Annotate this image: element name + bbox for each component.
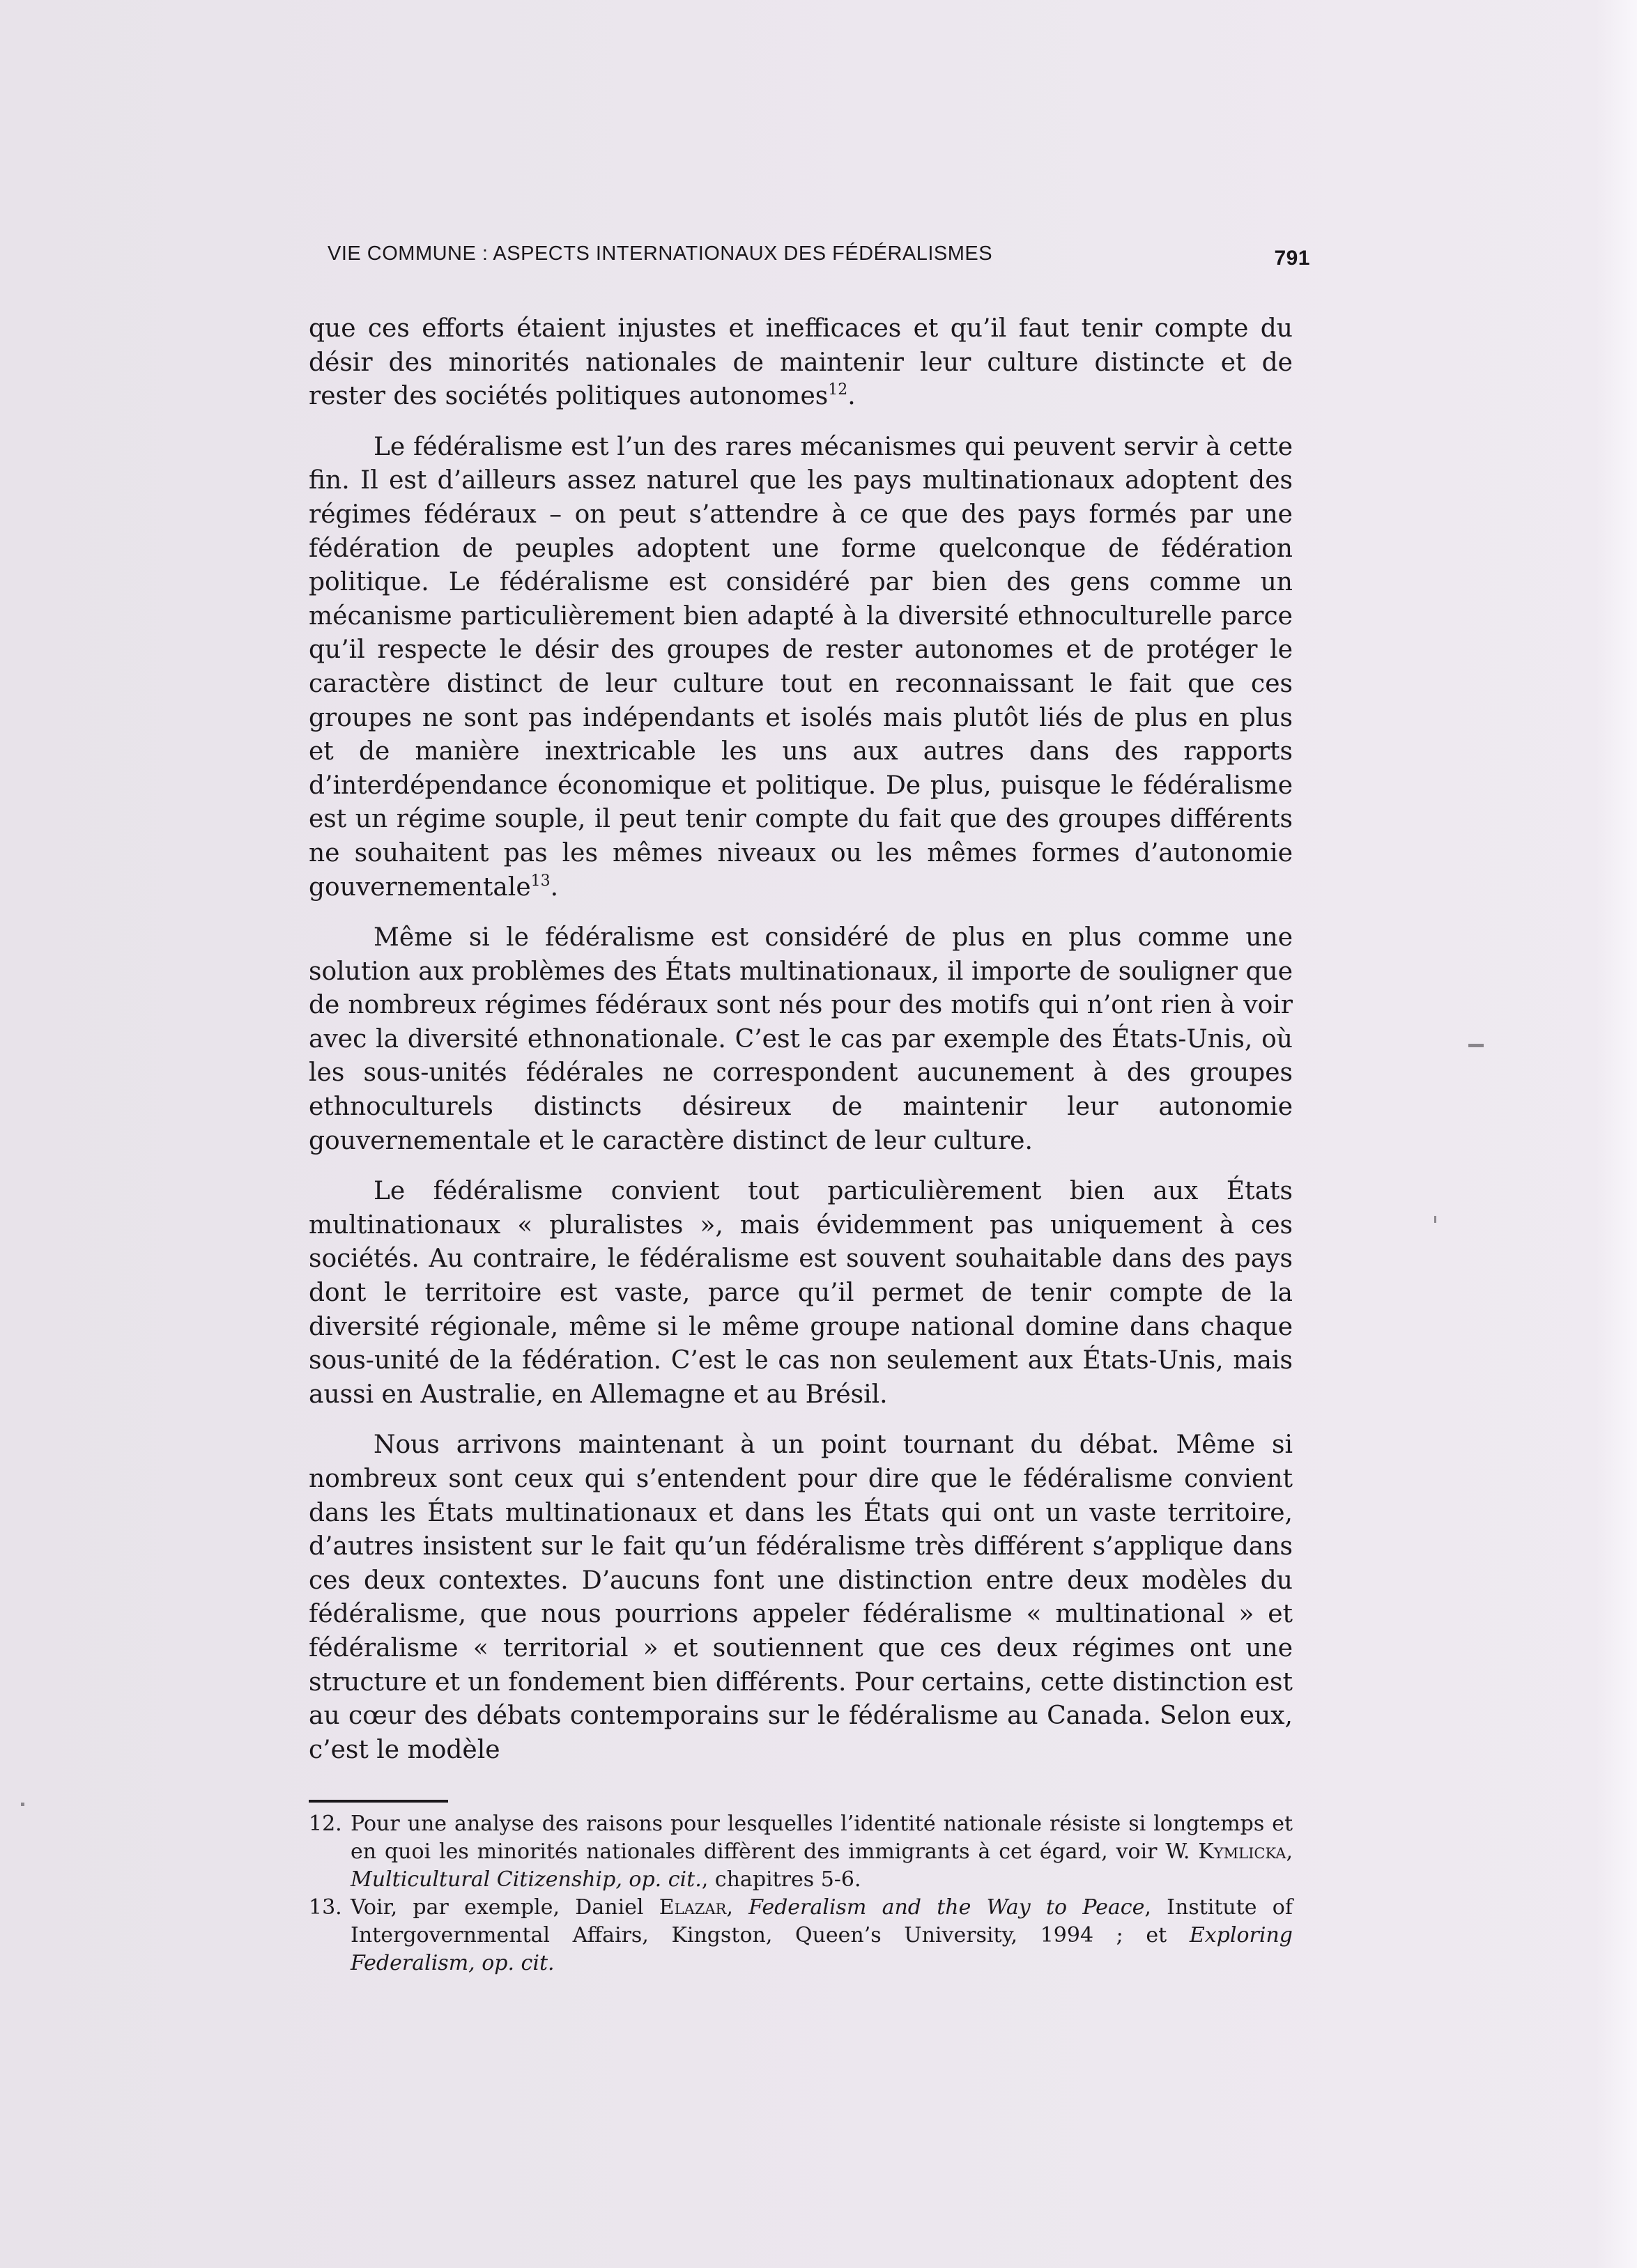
footnote-number: 12. xyxy=(309,1812,342,1836)
footnote-text-after: , chapitres 5-6. xyxy=(701,1867,861,1892)
page-edge-shadow xyxy=(1595,0,1637,2268)
paragraph-2-text: Le fédéralisme est l’un des rares mécanismes qui peuvent servir à cette fin. Il est d’ailleurs assez naturel que les pays multinationaux adoptent des régimes fédéraux – on peut s’attendre à ce que des pays formés par une fédération de peuples adoptent une forme quelconque de fédération politique. Le fédéralisme est considéré par bien des gens comme un mécanisme particulièrement bien adapté à la diversité ethnoculturelle parce qu’il respecte le désir des groupes de rester autonomes et de protéger le caractère distinct de leur culture tout en reconnaissant le fait que ces groupes ne sont pas indépendants et isolés mais plutôt liés de plus en plus et de manière inextricable les uns aux autres dans des rapports d’interdépendance économique et politique. De plus, puisque le fédéralisme est un régime souple, il peut tenir compte du fait que des groupes différents ne souhaitent pas les mêmes niveaux ou les mêmes formes d’autonomie gouvernementale xyxy=(309,432,1293,902)
footnote-text-middle: , Institute of Intergovernmental Affairs, Kingston, Queen’s University, 1994 ; et xyxy=(351,1895,1293,1947)
paragraph-1 xyxy=(309,312,1293,414)
paragraph-1-end: . xyxy=(847,382,856,411)
footnote-title: Federalism and the Way to Peace xyxy=(748,1895,1145,1920)
paragraph-5: Nous arrivons maintenant à un point tournant du débat. Même si nombreux sont ceux qui s’entendent pour dire que le fédéralisme convient dans les États multinationaux et dans les États qui ont un vaste territoire, d’autres insistent sur le fait qu’un fédéralisme très différent s’applique dans ces deux contextes. D’aucuns font une distinction entre deux modèles du fédéralisme, que nous pourrions appeler fédéralisme « multinational » et fédéralisme « territorial » et soutiennent que ces deux régimes ont une structure et un fondement bien différents. Pour certains, cette distinction est au cœur des débats contemporains sur le fédéralisme au Canada. Selon eux, c’est le modèle xyxy=(309,1430,1293,1764)
footnote-13 xyxy=(309,1894,1293,1977)
body-text xyxy=(309,312,1293,1784)
paragraph-2 xyxy=(309,431,1293,904)
paragraph-2-end: . xyxy=(550,872,559,902)
footnote-title: Multicultural Citizenship, op. cit. xyxy=(351,1867,702,1892)
footnote-author: Kymlicka xyxy=(1198,1839,1286,1864)
footnote-12 xyxy=(309,1810,1293,1894)
running-head xyxy=(328,242,1310,270)
footnote-text-before: Pour une analyse des raisons pour lesquelles l’identité nationale résiste si longtemps et en quoi les minorités nationales diffèrent des immigrants à cet égard, voir W. xyxy=(351,1812,1293,1864)
footnote-author: Elazar xyxy=(659,1895,727,1920)
paragraph-1-text: que ces efforts étaient injustes et inefficaces et qu’il faut tenir compte du désir des minorités nationales de maintenir leur culture distincte et de rester des sociétés politiques autonomes xyxy=(309,314,1293,411)
footnote-text-before: Voir, par exemple, Daniel xyxy=(351,1895,644,1920)
footnote-ref-12: 12 xyxy=(828,381,848,399)
paragraph-3: Même si le fédéralisme est considéré de plus en plus comme une solution aux problèmes des États multinationaux, il importe de souligner que de nombreux régimes fédéraux sont nés pour des motifs qui n’ont rien à voir avec la diversité ethnonationale. C’est le cas par exemple des États-Unis, où les sous-unités fédérales ne correspondent aucunement à des groupes ethnoculturels distincts désireux de maintenir leur autonomie gouvernementale et le caractère distinct de leur culture. xyxy=(309,923,1293,1155)
footnote-ref-13: 13 xyxy=(530,872,551,890)
running-title: VIE COMMUNE : ASPECTS INTERNATIONAUX DES FÉDÉRALISMES xyxy=(328,242,993,265)
footnote-text: Voir, par exemple, Daniel Elazar, Federalism and the Way to Peace, Institute of Intergovernmental Affairs, Kingston, Queen’s University, 1994 ; et Exploring Federalism, op. cit. xyxy=(351,1895,1293,1975)
page-number: 791 xyxy=(1274,247,1310,270)
scan-speck xyxy=(21,1803,24,1806)
footnote-title-2: Exploring Federalism, op. cit. xyxy=(351,1923,1293,1975)
scan-speck xyxy=(1434,1216,1436,1223)
footnote-rule xyxy=(309,1800,448,1803)
footnote-text: Pour une analyse des raisons pour lesquelles l’identité nationale résiste si longtemps et en quoi les minorités nationales diffèrent des immigrants à cet égard, voir W. Kymlicka, Multicultural Citizenship, op. cit., chapitres 5-6. xyxy=(351,1812,1293,1892)
paragraph-4: Le fédéralisme convient tout particulièrement bien aux États multinationaux « pluralistes », mais évidemment pas uniquement à ces sociétés. Au contraire, le fédéralisme est souvent souhaitable dans des pays dont le territoire est vaste, parce qu’il permet de tenir compte de la diversité régionale, même si le même groupe national domine dans chaque sous-unité de la fédération. C’est le cas non seulement aux États-Unis, mais aussi en Australie, en Allemagne et au Brésil. xyxy=(309,1177,1293,1409)
scan-speck xyxy=(1468,1044,1484,1047)
footnotes xyxy=(309,1810,1293,1977)
footnote-number: 13. xyxy=(309,1895,342,1920)
